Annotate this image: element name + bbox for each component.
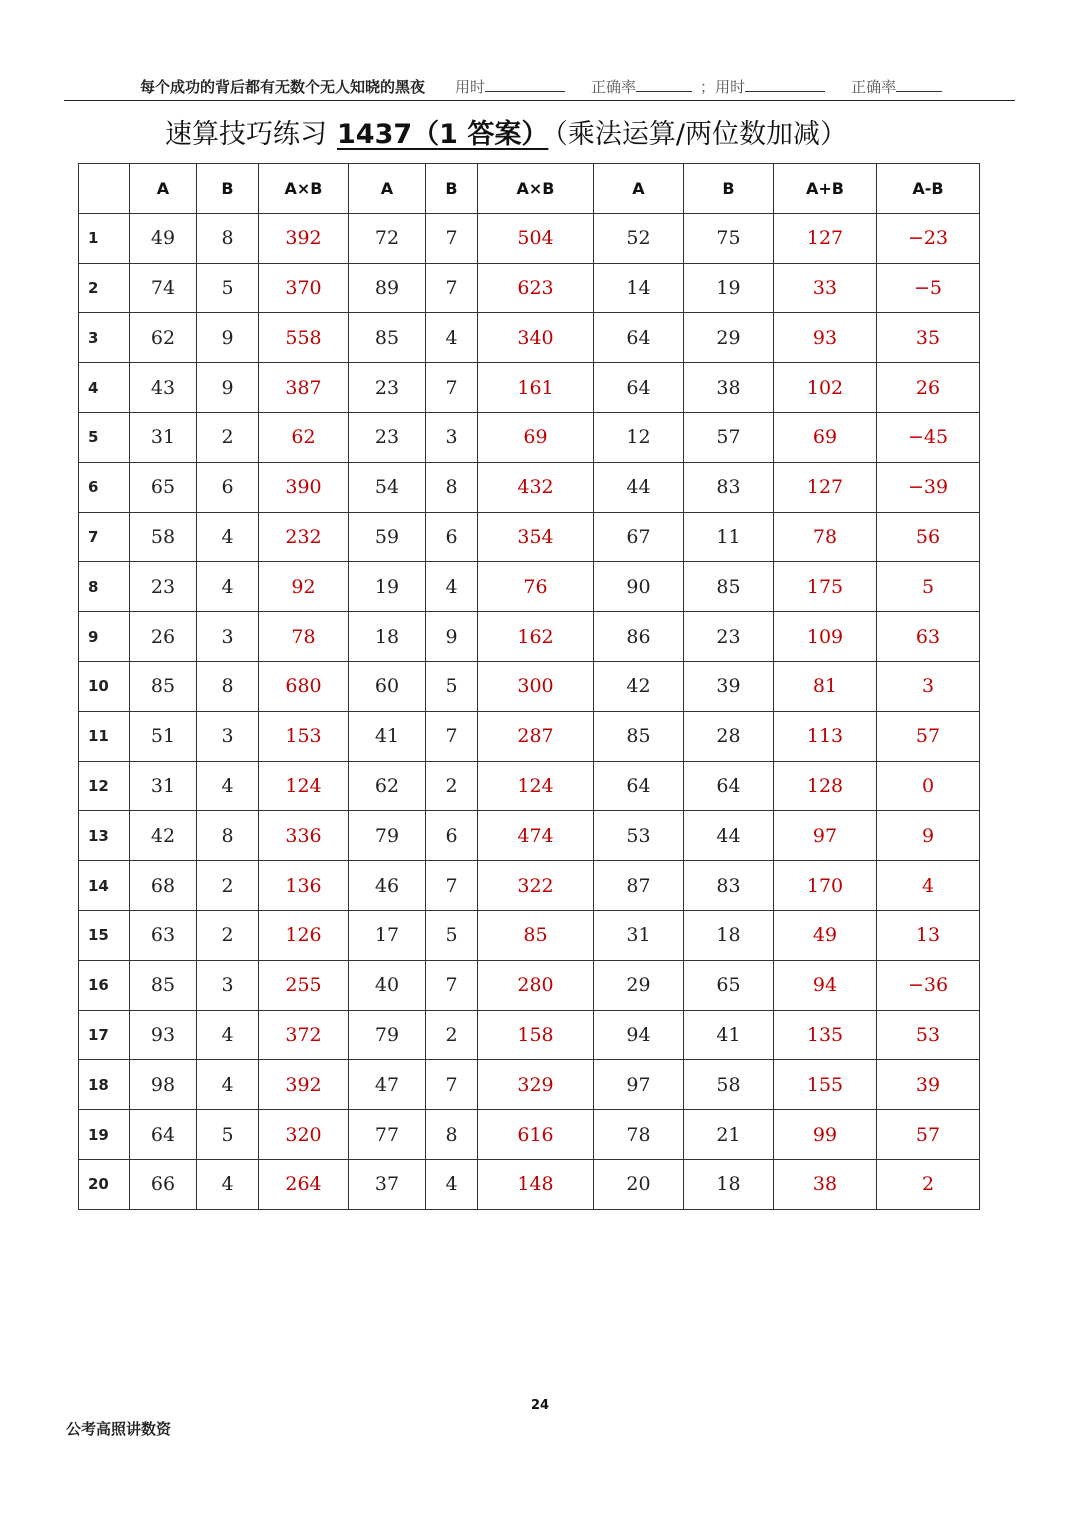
operand-cell: 7 xyxy=(426,960,478,1010)
operand-cell: 74 xyxy=(130,263,197,313)
table-header-row xyxy=(79,164,980,214)
operand-cell: 8 xyxy=(426,462,478,512)
operand-cell: 54 xyxy=(349,462,426,512)
page-header xyxy=(140,76,942,97)
answer-cell: 504 xyxy=(478,213,594,263)
operand-cell: 23 xyxy=(349,363,426,413)
answer-cell: 329 xyxy=(478,1060,594,1110)
column-header: A xyxy=(349,164,426,214)
operand-cell: 39 xyxy=(684,661,774,711)
operand-cell: 58 xyxy=(130,512,197,562)
answer-cell: 127 xyxy=(774,462,877,512)
table-row xyxy=(79,960,980,1010)
operand-cell: 17 xyxy=(349,910,426,960)
operand-cell: 64 xyxy=(684,761,774,811)
answer-cell: 13 xyxy=(877,910,980,960)
time-field-2 xyxy=(715,76,825,97)
operand-cell: 62 xyxy=(349,761,426,811)
answer-table xyxy=(78,163,980,1210)
answer-cell: 53 xyxy=(877,1010,980,1060)
operand-cell: 89 xyxy=(349,263,426,313)
answer-cell: 232 xyxy=(259,512,349,562)
column-header: B xyxy=(684,164,774,214)
row-number-cell: 2 xyxy=(79,263,130,313)
operand-cell: 8 xyxy=(197,661,259,711)
answer-cell: 390 xyxy=(259,462,349,512)
operand-cell: 31 xyxy=(130,412,197,462)
operand-cell: 98 xyxy=(130,1060,197,1110)
operand-cell: 6 xyxy=(426,512,478,562)
row-number-cell: 19 xyxy=(79,1110,130,1160)
row-number-cell: 17 xyxy=(79,1010,130,1060)
operand-cell: 97 xyxy=(594,1060,684,1110)
table-row xyxy=(79,1159,980,1209)
answer-cell: 392 xyxy=(259,1060,349,1110)
accuracy-blank-2 xyxy=(896,77,942,92)
table-row xyxy=(79,363,980,413)
row-number-cell: 6 xyxy=(79,462,130,512)
operand-cell: 3 xyxy=(426,412,478,462)
accuracy-field-1 xyxy=(591,76,692,97)
operand-cell: 23 xyxy=(130,562,197,612)
answer-cell: 4 xyxy=(877,861,980,911)
answer-cell: 33 xyxy=(774,263,877,313)
operand-cell: 3 xyxy=(197,960,259,1010)
table-body xyxy=(79,213,980,1209)
table-row xyxy=(79,313,980,363)
operand-cell: 40 xyxy=(349,960,426,1010)
title-prefix: 速算技巧练习 xyxy=(165,119,327,150)
answer-cell: 57 xyxy=(877,711,980,761)
table-row xyxy=(79,711,980,761)
time-label-1: 用时 xyxy=(455,78,486,96)
title-suffix: （乘法运算/两位数加减） xyxy=(554,119,847,150)
answer-cell: 81 xyxy=(774,661,877,711)
operand-cell: 79 xyxy=(349,811,426,861)
operand-cell: 3 xyxy=(197,612,259,662)
row-number-cell: 12 xyxy=(79,761,130,811)
table-row xyxy=(79,910,980,960)
row-number-cell: 7 xyxy=(79,512,130,562)
operand-cell: 9 xyxy=(426,612,478,662)
table-row xyxy=(79,811,980,861)
column-header: A×B xyxy=(259,164,349,214)
answer-cell: 370 xyxy=(259,263,349,313)
row-number-cell: 8 xyxy=(79,562,130,612)
operand-cell: 67 xyxy=(594,512,684,562)
operand-cell: 31 xyxy=(594,910,684,960)
operand-cell: 2 xyxy=(197,910,259,960)
answer-cell: 558 xyxy=(259,313,349,363)
answer-cell: 322 xyxy=(478,861,594,911)
operand-cell: 6 xyxy=(426,811,478,861)
row-number-cell: 20 xyxy=(79,1159,130,1209)
operand-cell: 4 xyxy=(197,1159,259,1209)
table-row xyxy=(79,1110,980,1160)
operand-cell: 5 xyxy=(197,1110,259,1160)
operand-cell: 85 xyxy=(594,711,684,761)
table-row xyxy=(79,661,980,711)
operand-cell: 29 xyxy=(594,960,684,1010)
operand-cell: 23 xyxy=(684,612,774,662)
time-blank-1 xyxy=(485,77,565,92)
operand-cell: 4 xyxy=(426,1159,478,1209)
row-number-cell: 5 xyxy=(79,412,130,462)
operand-cell: 7 xyxy=(426,213,478,263)
answer-cell: 387 xyxy=(259,363,349,413)
answer-cell: 99 xyxy=(774,1110,877,1160)
operand-cell: 57 xyxy=(684,412,774,462)
accuracy-blank-1 xyxy=(636,77,692,92)
operand-cell: 7 xyxy=(426,1060,478,1110)
operand-cell: 66 xyxy=(130,1159,197,1209)
answer-cell: 127 xyxy=(774,213,877,263)
table-row xyxy=(79,462,980,512)
row-number-cell: 9 xyxy=(79,612,130,662)
answer-cell: 126 xyxy=(259,910,349,960)
operand-cell: 68 xyxy=(130,861,197,911)
operand-cell: 86 xyxy=(594,612,684,662)
answer-cell: 135 xyxy=(774,1010,877,1060)
table-row xyxy=(79,512,980,562)
table-row xyxy=(79,761,980,811)
operand-cell: 8 xyxy=(426,1110,478,1160)
answer-cell: 320 xyxy=(259,1110,349,1160)
operand-cell: 52 xyxy=(594,213,684,263)
answer-cell: 336 xyxy=(259,811,349,861)
answer-cell: 92 xyxy=(259,562,349,612)
operand-cell: 31 xyxy=(130,761,197,811)
answer-cell: 93 xyxy=(774,313,877,363)
row-number-cell: 16 xyxy=(79,960,130,1010)
answer-cell: 136 xyxy=(259,861,349,911)
answer-cell: 161 xyxy=(478,363,594,413)
operand-cell: 63 xyxy=(130,910,197,960)
operand-cell: 18 xyxy=(349,612,426,662)
accuracy-field-2 xyxy=(851,76,942,97)
answer-cell: 264 xyxy=(259,1159,349,1209)
operand-cell: 46 xyxy=(349,861,426,911)
answer-cell: 124 xyxy=(259,761,349,811)
row-number-cell: 11 xyxy=(79,711,130,761)
answer-cell: 340 xyxy=(478,313,594,363)
operand-cell: 3 xyxy=(197,711,259,761)
answer-cell: 49 xyxy=(774,910,877,960)
answer-cell: 148 xyxy=(478,1159,594,1209)
table-row xyxy=(79,562,980,612)
operand-cell: 42 xyxy=(130,811,197,861)
table-row xyxy=(79,861,980,911)
operand-cell: 7 xyxy=(426,861,478,911)
operand-cell: 9 xyxy=(197,313,259,363)
operand-cell: 65 xyxy=(130,462,197,512)
operand-cell: 18 xyxy=(684,1159,774,1209)
operand-cell: 26 xyxy=(130,612,197,662)
answer-cell: −23 xyxy=(877,213,980,263)
operand-cell: 85 xyxy=(349,313,426,363)
page-number: 24 xyxy=(530,1398,550,1413)
operand-cell: 19 xyxy=(684,263,774,313)
answer-cell: −36 xyxy=(877,960,980,1010)
answer-cell: 9 xyxy=(877,811,980,861)
operand-cell: 60 xyxy=(349,661,426,711)
operand-cell: 59 xyxy=(349,512,426,562)
table-row xyxy=(79,1010,980,1060)
operand-cell: 4 xyxy=(197,761,259,811)
operand-cell: 43 xyxy=(130,363,197,413)
answer-cell: 94 xyxy=(774,960,877,1010)
operand-cell: 19 xyxy=(349,562,426,612)
header-separator: ； xyxy=(700,78,716,96)
answer-cell: 616 xyxy=(478,1110,594,1160)
answer-cell: −45 xyxy=(877,412,980,462)
answer-cell: 38 xyxy=(774,1159,877,1209)
operand-cell: 7 xyxy=(426,711,478,761)
answer-cell: 175 xyxy=(774,562,877,612)
operand-cell: 72 xyxy=(349,213,426,263)
answer-cell: 113 xyxy=(774,711,877,761)
answer-cell: 26 xyxy=(877,363,980,413)
page-title xyxy=(165,112,847,151)
operand-cell: 4 xyxy=(197,562,259,612)
answer-cell: 474 xyxy=(478,811,594,861)
operand-cell: 94 xyxy=(594,1010,684,1060)
table-row xyxy=(79,263,980,313)
operand-cell: 7 xyxy=(426,363,478,413)
operand-cell: 64 xyxy=(594,363,684,413)
operand-cell: 79 xyxy=(349,1010,426,1060)
operand-cell: 62 xyxy=(130,313,197,363)
answer-cell: 62 xyxy=(259,412,349,462)
operand-cell: 47 xyxy=(349,1060,426,1110)
table-row xyxy=(79,1060,980,1110)
operand-cell: 9 xyxy=(197,363,259,413)
operand-cell: 18 xyxy=(684,910,774,960)
answer-cell: 155 xyxy=(774,1060,877,1110)
answer-cell: 372 xyxy=(259,1010,349,1060)
answer-cell: 680 xyxy=(259,661,349,711)
operand-cell: 4 xyxy=(426,562,478,612)
operand-cell: 44 xyxy=(594,462,684,512)
operand-cell: 4 xyxy=(426,313,478,363)
operand-cell: 4 xyxy=(197,1010,259,1060)
answer-cell: 63 xyxy=(877,612,980,662)
operand-cell: 85 xyxy=(130,661,197,711)
operand-cell: 38 xyxy=(684,363,774,413)
operand-cell: 23 xyxy=(349,412,426,462)
operand-cell: 37 xyxy=(349,1159,426,1209)
answer-cell: 109 xyxy=(774,612,877,662)
column-header: A-B xyxy=(877,164,980,214)
operand-cell: 4 xyxy=(197,512,259,562)
accuracy-label-1: 正确率 xyxy=(591,78,637,96)
operand-cell: 85 xyxy=(684,562,774,612)
answer-cell: 170 xyxy=(774,861,877,911)
footer-brand: 公考高照讲数资 xyxy=(66,1420,172,1438)
answer-cell: 76 xyxy=(478,562,594,612)
table-row xyxy=(79,412,980,462)
operand-cell: 29 xyxy=(684,313,774,363)
answer-cell: 2 xyxy=(877,1159,980,1209)
operand-cell: 44 xyxy=(684,811,774,861)
operand-cell: 42 xyxy=(594,661,684,711)
answer-cell: 0 xyxy=(877,761,980,811)
answer-cell: 124 xyxy=(478,761,594,811)
time-blank-2 xyxy=(745,77,825,92)
operand-cell: 58 xyxy=(684,1060,774,1110)
operand-cell: 14 xyxy=(594,263,684,313)
operand-cell: 5 xyxy=(426,661,478,711)
operand-cell: 20 xyxy=(594,1159,684,1209)
operand-cell: 11 xyxy=(684,512,774,562)
answer-cell: 78 xyxy=(774,512,877,562)
answer-cell: 280 xyxy=(478,960,594,1010)
row-number-cell: 4 xyxy=(79,363,130,413)
answer-cell: 78 xyxy=(259,612,349,662)
answer-cell: 432 xyxy=(478,462,594,512)
operand-cell: 53 xyxy=(594,811,684,861)
answer-cell: −5 xyxy=(877,263,980,313)
operand-cell: 90 xyxy=(594,562,684,612)
operand-cell: 75 xyxy=(684,213,774,263)
operand-cell: 83 xyxy=(684,861,774,911)
answer-cell: 158 xyxy=(478,1010,594,1060)
operand-cell: 2 xyxy=(197,412,259,462)
answer-cell: 162 xyxy=(478,612,594,662)
answer-cell: 354 xyxy=(478,512,594,562)
answer-cell: 3 xyxy=(877,661,980,711)
operand-cell: 64 xyxy=(130,1110,197,1160)
operand-cell: 51 xyxy=(130,711,197,761)
operand-cell: 8 xyxy=(197,811,259,861)
operand-cell: 87 xyxy=(594,861,684,911)
row-number-cell: 13 xyxy=(79,811,130,861)
row-number-cell: 15 xyxy=(79,910,130,960)
operand-cell: 12 xyxy=(594,412,684,462)
accuracy-label-2: 正确率 xyxy=(851,78,897,96)
table-row xyxy=(79,213,980,263)
operand-cell: 28 xyxy=(684,711,774,761)
row-number-cell: 18 xyxy=(79,1060,130,1110)
answer-cell: 69 xyxy=(774,412,877,462)
answer-cell: 287 xyxy=(478,711,594,761)
operand-cell: 93 xyxy=(130,1010,197,1060)
operand-cell: 7 xyxy=(426,263,478,313)
operand-cell: 49 xyxy=(130,213,197,263)
time-field-1 xyxy=(455,76,565,97)
row-number-cell: 10 xyxy=(79,661,130,711)
answer-cell: 69 xyxy=(478,412,594,462)
answer-cell: 102 xyxy=(774,363,877,413)
operand-cell: 8 xyxy=(197,213,259,263)
answer-cell: 57 xyxy=(877,1110,980,1160)
answer-cell: 300 xyxy=(478,661,594,711)
operand-cell: 5 xyxy=(426,910,478,960)
column-header: B xyxy=(197,164,259,214)
answer-cell: 85 xyxy=(478,910,594,960)
title-number: 1437（1 答案） xyxy=(337,119,549,150)
operand-cell: 77 xyxy=(349,1110,426,1160)
column-header: A xyxy=(594,164,684,214)
column-header: A×B xyxy=(478,164,594,214)
operand-cell: 5 xyxy=(197,263,259,313)
operand-cell: 41 xyxy=(349,711,426,761)
answer-cell: 623 xyxy=(478,263,594,313)
answer-cell: 255 xyxy=(259,960,349,1010)
operand-cell: 78 xyxy=(594,1110,684,1160)
column-header xyxy=(79,164,130,214)
table-row xyxy=(79,612,980,662)
operand-cell: 4 xyxy=(197,1060,259,1110)
row-number-cell: 3 xyxy=(79,313,130,363)
row-number-cell: 14 xyxy=(79,861,130,911)
column-header: B xyxy=(426,164,478,214)
operand-cell: 64 xyxy=(594,313,684,363)
column-header: A xyxy=(130,164,197,214)
answer-cell: 97 xyxy=(774,811,877,861)
answer-cell: 392 xyxy=(259,213,349,263)
operand-cell: 21 xyxy=(684,1110,774,1160)
operand-cell: 83 xyxy=(684,462,774,512)
column-header: A+B xyxy=(774,164,877,214)
answer-cell: 39 xyxy=(877,1060,980,1110)
row-number-cell: 1 xyxy=(79,213,130,263)
answer-cell: 153 xyxy=(259,711,349,761)
header-divider xyxy=(64,100,1015,101)
operand-cell: 2 xyxy=(426,761,478,811)
answer-cell: 56 xyxy=(877,512,980,562)
operand-cell: 65 xyxy=(684,960,774,1010)
answer-cell: 35 xyxy=(877,313,980,363)
operand-cell: 6 xyxy=(197,462,259,512)
operand-cell: 85 xyxy=(130,960,197,1010)
answer-cell: 128 xyxy=(774,761,877,811)
operand-cell: 41 xyxy=(684,1010,774,1060)
answer-cell: −39 xyxy=(877,462,980,512)
header-motto: 每个成功的背后都有无数个无人知晓的黑夜 xyxy=(140,78,426,96)
answer-cell: 5 xyxy=(877,562,980,612)
time-label-2: 用时 xyxy=(715,78,746,96)
operand-cell: 64 xyxy=(594,761,684,811)
operand-cell: 2 xyxy=(197,861,259,911)
operand-cell: 2 xyxy=(426,1010,478,1060)
